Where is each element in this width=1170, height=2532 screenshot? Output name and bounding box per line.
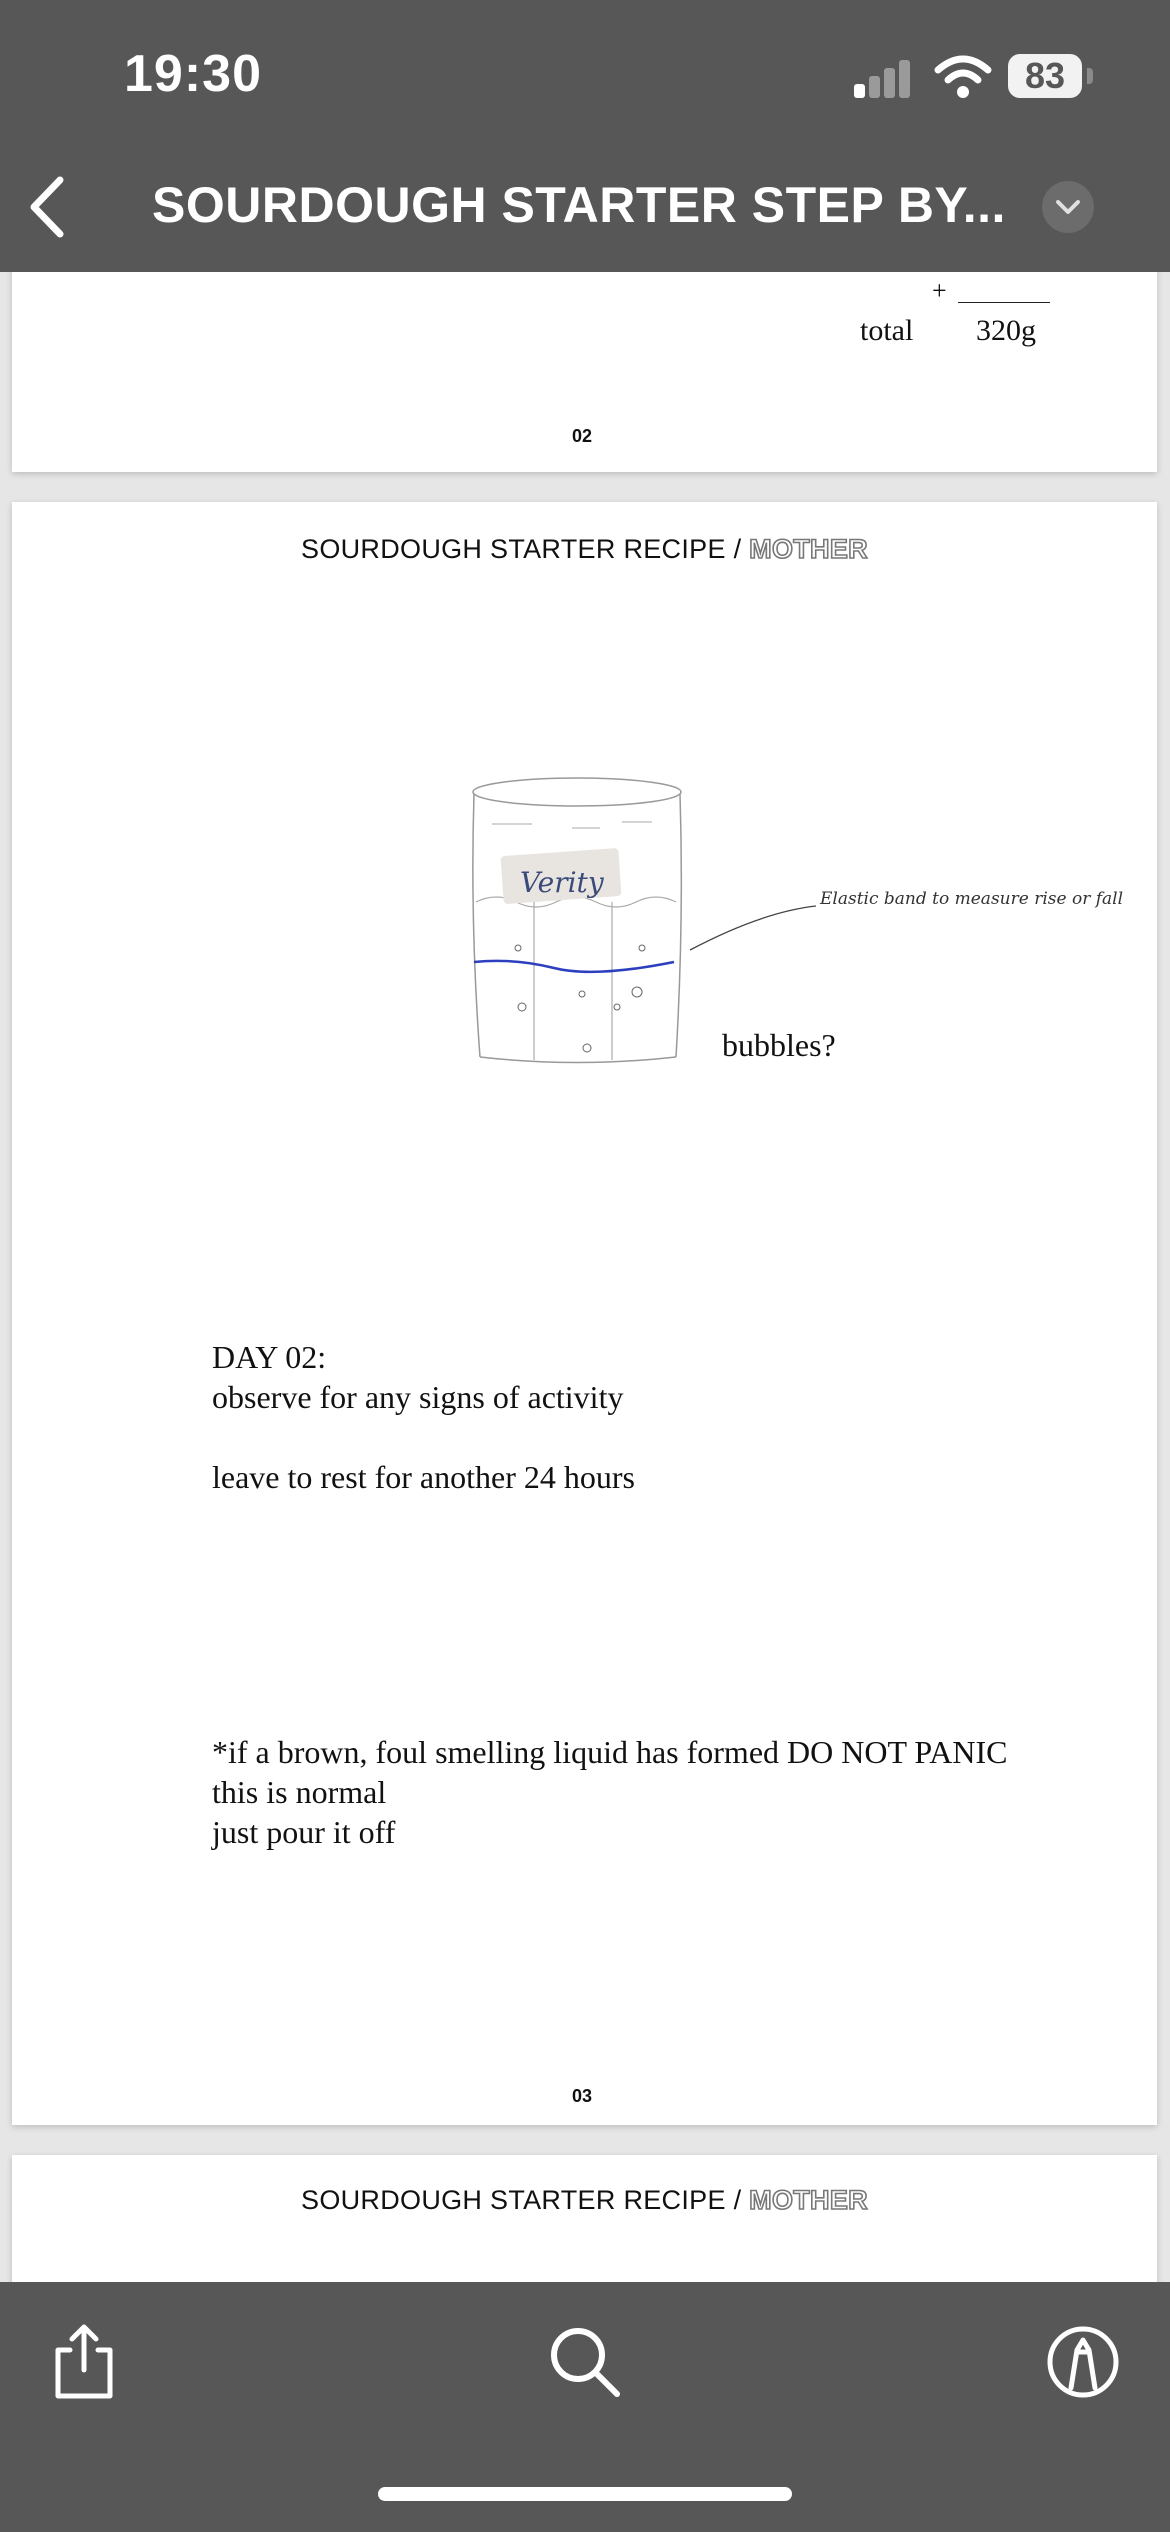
day-instructions: [212, 1337, 635, 1497]
markup-button[interactable]: [1043, 2322, 1123, 2402]
day-line-1: observe for any signs of activity: [212, 1379, 624, 1415]
chevron-left-icon: [34, 180, 60, 234]
document-title[interactable]: SOURDOUGH STARTER STEP BY...: [152, 177, 1006, 233]
day-title: DAY 02:: [212, 1339, 327, 1375]
page-header-prefix: SOURDOUGH STARTER RECIPE /: [301, 2185, 750, 2215]
note-line-1: *if a brown, foul smelling liquid has formed DO NOT PANIC: [212, 1734, 1008, 1770]
total-value: 320g: [976, 314, 1036, 347]
status-time: 19:30: [124, 45, 262, 103]
elastic-band-line: [474, 961, 674, 972]
page-header-outline-word: MOTHER: [749, 534, 868, 564]
battery-level: 83: [1024, 55, 1066, 96]
jar-label-text: Verity: [520, 866, 604, 899]
share-button[interactable]: [44, 2322, 124, 2402]
chevron-down-icon: [1055, 197, 1081, 217]
total-label: total: [860, 314, 914, 347]
bubbles-caption: bubbles?: [722, 1027, 836, 1063]
search-icon: [554, 2331, 617, 2394]
battery-icon: [1008, 54, 1082, 98]
pdf-page-03: [12, 502, 1157, 2125]
page-number: 03: [572, 2086, 593, 2106]
page-header-prefix: SOURDOUGH STARTER RECIPE /: [301, 534, 750, 564]
home-indicator[interactable]: [378, 2487, 792, 2501]
jar-sketch: [462, 772, 1124, 1062]
handwritten-note: Elastic band to measure rise or fall: [820, 889, 1124, 909]
totals-plus: +: [932, 276, 947, 305]
day-line-2: leave to rest for another 24 hours: [212, 1459, 635, 1495]
warning-note: [212, 1732, 1008, 1852]
page-number: 02: [572, 426, 593, 446]
battery-nub: [1087, 68, 1093, 84]
note-line-3: just pour it off: [212, 1814, 396, 1850]
wifi-icon: [934, 54, 992, 100]
search-button[interactable]: [545, 2322, 625, 2402]
page-header: [12, 2185, 1157, 2216]
title-menu-button[interactable]: [1042, 181, 1094, 233]
totals-sum-line: [958, 302, 1050, 303]
page-header: [12, 534, 1157, 565]
page-header-outline-word: MOTHER: [749, 2185, 868, 2215]
markup-icon: [1050, 2329, 1116, 2395]
note-line-2: this is normal: [212, 1774, 387, 1810]
share-icon: [58, 2327, 110, 2396]
back-button[interactable]: [22, 172, 72, 242]
cellular-signal-icon: [854, 58, 910, 98]
top-bar: [0, 0, 1170, 272]
